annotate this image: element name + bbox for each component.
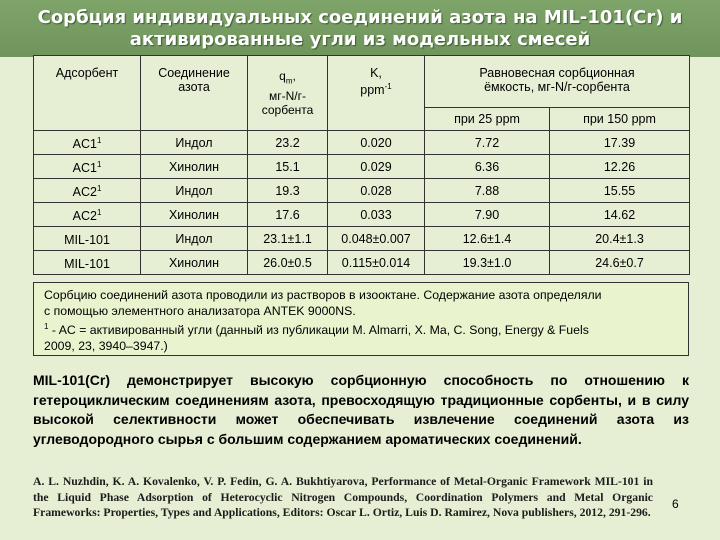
- cell-adsorbent: MIL-101: [34, 251, 141, 275]
- header-capacity-line1: Равновесная сорбционная: [479, 66, 635, 80]
- header-qm-comma: ,: [292, 69, 296, 84]
- sorption-table: [33, 55, 690, 275]
- cell-c25: 7.72: [425, 131, 550, 155]
- table-row: [34, 155, 690, 179]
- header-at25: при 25 ppm: [425, 108, 550, 131]
- cell-c150: 24.6±0.7: [550, 251, 690, 275]
- table-row: [34, 251, 690, 275]
- table-row: [34, 179, 690, 203]
- title-line-1: Сорбция индивидуальных соединений азота на MIL-101(Cr) и: [37, 7, 683, 28]
- table-row: [34, 227, 690, 251]
- cell-k: 0.029: [328, 155, 425, 179]
- cell-compound: Индол: [141, 227, 248, 251]
- cell-qm: 23.1±1.1: [248, 227, 328, 251]
- conclusion-text: MIL-101(Cr) демонстрирует высокую сорбционную способность по отношению к гетероциклическим соединениям азота, превосходящую традиционные сорбенты, и в силу высокой селективности может обеспечивать извлечение соединений азота из углеводородного сырья с большим содержанием ароматических соединений.: [33, 372, 689, 448]
- cell-compound: Индол: [141, 179, 248, 203]
- cell-qm: 19.3: [248, 179, 328, 203]
- cell-adsorbent: $AC1^1$: [34, 155, 141, 179]
- cell-c150: 14.62: [550, 203, 690, 227]
- cell-qm: 26.0±0.5: [248, 251, 328, 275]
- cell-compound: Хинолин: [141, 155, 248, 179]
- footnote-line3: $^1$ - AC = активированный угли (данный из публикации M. Almarri, X. Ma, C. Song, Energy & Fuels: [44, 322, 589, 338]
- cell-compound: Индол: [141, 131, 248, 155]
- reference-citation: A. L. Nuzhdin, K. A. Kovalenko, V. P. Fedin, G. A. Bukhtiyarova, Performance of Metal-Organic Framework MIL-101 in the Liquid Phase Adsorption of Heterocyclic Nitrogen Compounds, Coordination Polymers and Metal Organic Frameworks: Properties, Types and Applications, Editors: Oscar L. Ortiz, Luis D. Ramirez, Nova publishers, 2012, 291-296.: [33, 475, 653, 520]
- cell-c150: 17.39: [550, 131, 690, 155]
- cell-c25: 7.90: [425, 203, 550, 227]
- cell-compound: Хинолин: [141, 251, 248, 275]
- cell-c150: 15.55: [550, 179, 690, 203]
- header-qm-line3: сорбента: [261, 102, 314, 117]
- header-k-line1: K,: [370, 66, 382, 80]
- header-at150: при 150 ppm: [550, 108, 690, 131]
- header-compound: [141, 56, 248, 131]
- cell-k: 0.028: [328, 179, 425, 203]
- footnote-line4: 2009, 23, 3940–3947.): [44, 339, 168, 354]
- header-adsorbent: Адсорбент: [34, 56, 141, 131]
- header-k-line2: ppm: [360, 83, 385, 98]
- cell-k: 0.020: [328, 131, 425, 155]
- header-compound-line1: Соединение: [158, 66, 230, 80]
- title-line-2: активированные угли из модельных смесей: [129, 29, 591, 50]
- cell-adsorbent: $AC2^1$: [34, 179, 141, 203]
- header-qm: [248, 56, 328, 131]
- cell-qm: 15.1: [248, 155, 328, 179]
- cell-c25: 6.36: [425, 155, 550, 179]
- cell-c25: 19.3±1.0: [425, 251, 550, 275]
- cell-qm: 17.6: [248, 203, 328, 227]
- footnote-line1: Сорбцию соединений азота проводили из растворов в изооктане. Содержание азота определяли: [44, 288, 602, 302]
- header-capacity-line2: ёмкость, мг-N/г-сорбента: [484, 80, 630, 94]
- header-qm-sub: m: [285, 76, 293, 86]
- header-k: [328, 56, 425, 131]
- footnote-line2: с помощью элементного анализатора ANTEK 9000NS.: [44, 304, 356, 318]
- cell-adsorbent: $AC1^1$: [34, 131, 141, 155]
- cell-k: 0.033: [328, 203, 425, 227]
- page-number: 6: [672, 497, 679, 511]
- cell-adsorbent: MIL-101: [34, 227, 141, 251]
- cell-k: 0.048±0.007: [328, 227, 425, 251]
- cell-compound: Хинолин: [141, 203, 248, 227]
- cell-k: 0.115±0.014: [328, 251, 425, 275]
- table-footnote: [33, 282, 689, 356]
- cell-qm: 23.2: [248, 131, 328, 155]
- table-row: [34, 203, 690, 227]
- cell-adsorbent: $AC2^1$: [34, 203, 141, 227]
- header-compound-line2: азота: [178, 80, 210, 94]
- slide-title: [0, 0, 720, 57]
- cell-c25: 12.6±1.4: [425, 227, 550, 251]
- cell-c150: 12.26: [550, 155, 690, 179]
- header-capacity: [425, 56, 690, 108]
- header-qm-line2: мг-N/г-: [269, 88, 306, 103]
- cell-c150: 20.4±1.3: [550, 227, 690, 251]
- cell-c25: 7.88: [425, 179, 550, 203]
- header-qm-q: q: [279, 69, 286, 84]
- table-row: [34, 131, 690, 155]
- header-k-sup: -1: [384, 82, 392, 91]
